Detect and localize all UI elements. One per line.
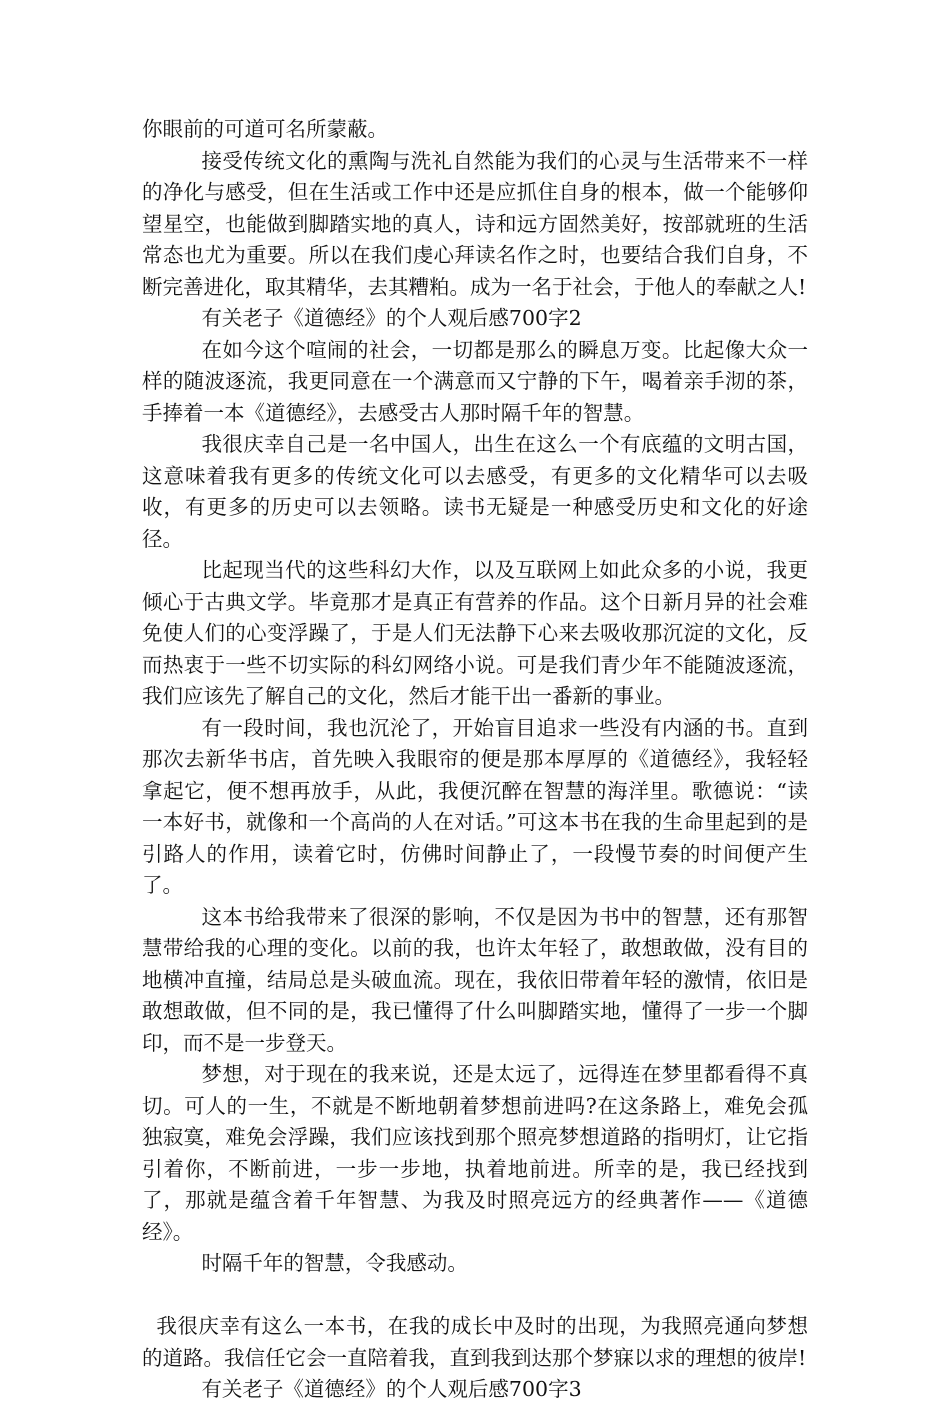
paragraph-3: 我很庆幸自己是一名中国人，出生在这么一个有底蕴的文明古国，这意味着我有更多的传统文化可以去感受，有更多的文化精华可以去吸收，有更多的历史可以去领略。读书无疑是一种感受历史和文化的好途径。 — [142, 432, 808, 551]
section-heading-2: 有关老子《道德经》的个人观后感700字2 — [201, 306, 582, 330]
paragraph-7: 梦想，对于现在的我来说，还是太远了，远得连在梦里都看得不真切。可人的一生，不就是不断地朝着梦想前进吗?在这条路上，难免会孤独寂寞，难免会浮躁，我们应该找到那个照亮梦想道路的指明灯，让它指引着你，不断前进，一步一步地，执着地前进。所幸的是，我已经找到了，那就是蕴含着千年智慧、为我及时照亮远方的经典著作——《道德经》。 — [142, 1062, 808, 1244]
paragraph-1: 接受传统文化的熏陶与洗礼自然能为我们的心灵与生活带来不一样的净化与感受，但在生活或工作中还是应抓住自身的根本，做一个能够仰望星空，也能做到脚踏实地的真人，诗和远方固然美好，按部就班的生活常态也尤为重要。所以在我们虔心拜读名作之时，也要结合我们自身，不断完善进化，取其精华，去其糟粕。成为一名于社会，于他人的奉献之人! — [142, 148, 808, 299]
section-heading-3: 有关老子《道德经》的个人观后感700字3 — [201, 1377, 582, 1401]
blank-line — [142, 1280, 808, 1312]
paragraph-6: 这本书给我带来了很深的影响，不仅是因为书中的智慧，还有那智慧带给我的心理的变化。以前的我，也许太年轻了，敢想敢做，没有目的地横冲直撞，结局总是头破血流。现在，我依旧带着年轻的激情，依旧是敢想敢做，但不同的是，我已懂得了什么叫脚踏实地，懂得了一步一个脚印，而不是一步登天。 — [142, 904, 808, 1055]
paragraph-8: 时隔千年的智慧，令我感动。 — [201, 1251, 468, 1275]
paragraph-9: 我很庆幸有这么一本书，在我的成长中及时的出现，为我照亮通向梦想的道路。我信任它会一直陪着我，直到我到达那个梦寐以求的理想的彼岸! — [142, 1314, 808, 1370]
paragraph-5: 有一段时间，我也沉沦了，开始盲目追求一些没有内涵的书。直到那次去新华书店，首先映入我眼帘的便是那本厚厚的《道德经》，我轻轻拿起它，便不想再放手，从此，我便沉醉在智慧的海洋里。歌德说：“读一本好书，就像和一个高尚的人在对话。”可这本书在我的生命里起到的是引路人的作用，读着它时，仿佛时间静止了，一段慢节奏的时间便产生了。 — [142, 715, 808, 897]
document-page — [142, 114, 808, 1406]
paragraph-4: 比起现当代的这些科幻大作，以及互联网上如此众多的小说，我更倾心于古典文学。毕竟那才是真正有营养的作品。这个日新月异的社会难免使人们的心变浮躁了，于是人们无法静下心来去吸收那沉淀的文化，反而热衷于一些不切实际的科幻网络小说。可是我们青少年不能随波逐流，我们应该先了解自己的文化，然后才能干出一番新的事业。 — [142, 558, 808, 708]
paragraph-2: 在如今这个喧闹的社会，一切都是那么的瞬息万变。比起像大众一样的随波逐流，我更同意在一个满意而又宁静的下午，喝着亲手沏的茶，手捧着一本《道德经》，去感受古人那时隔千年的智慧。 — [142, 337, 808, 425]
paragraph-continuation: 你眼前的可道可名所蒙蔽。 — [142, 117, 388, 141]
